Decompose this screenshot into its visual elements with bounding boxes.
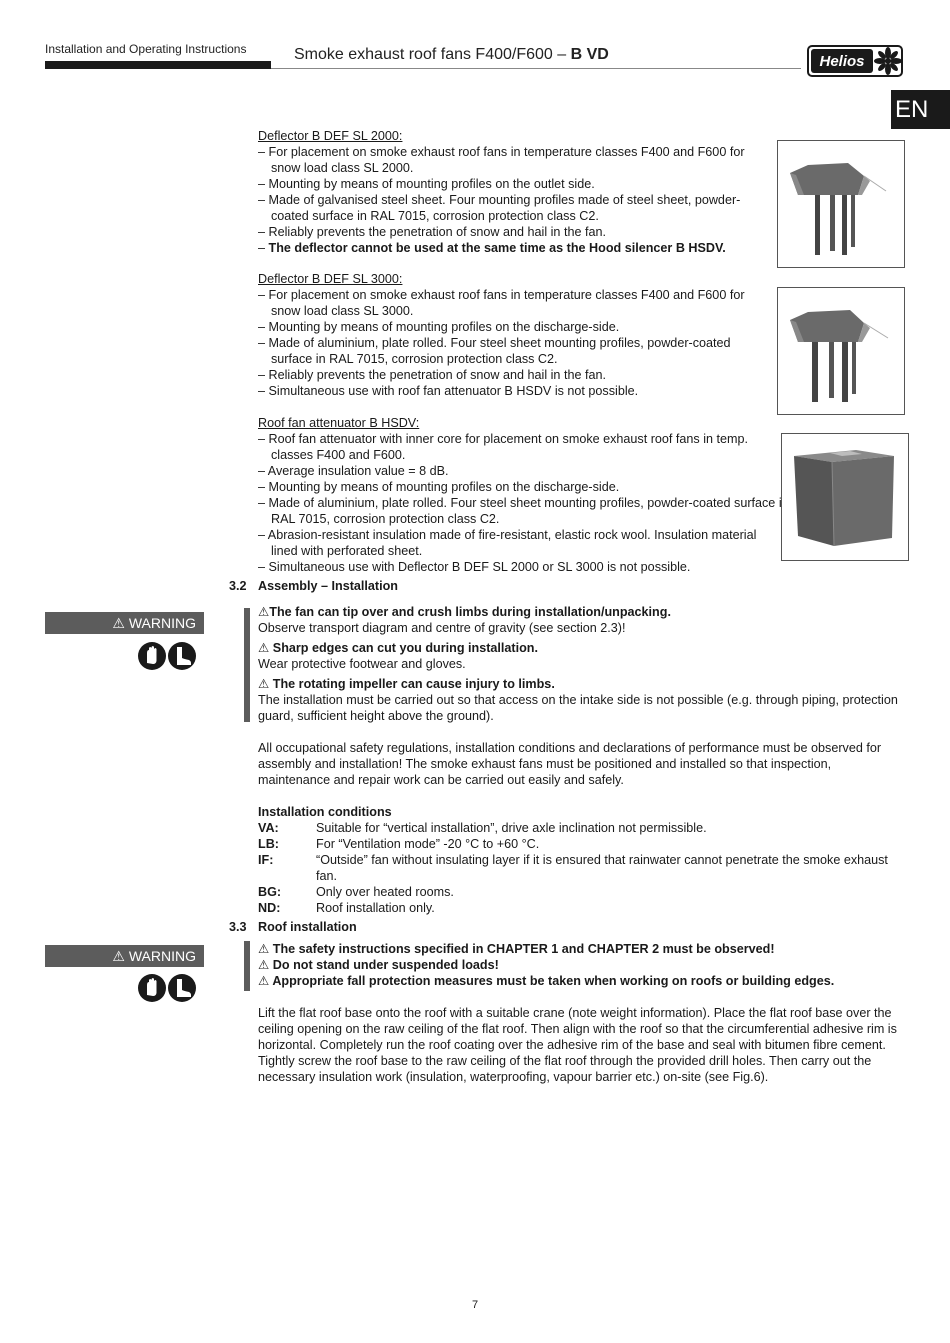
list-item: – Abrasion-resistant insulation made of fire-resistant, elastic rock wool. Insulation material lined with perforated sheet. (258, 528, 757, 558)
condition-row (258, 900, 905, 916)
deflector-3000-block (258, 271, 771, 399)
ppe-icons-3-3 (138, 973, 198, 1003)
condition-key: IF: (258, 853, 274, 867)
list-dash: – (258, 241, 266, 255)
condition-value: For “Ventilation mode” -20 °C to +60 °C. (316, 837, 540, 851)
logo-text: Helios (819, 53, 865, 70)
deflector-warning-text: The deflector cannot be used at the same time as the Hood silencer B HSDV. (268, 241, 726, 255)
condition-row (258, 852, 905, 884)
list-item: – Made of aluminium, plate rolled. Four steel sheet mounting profiles, powder-coated surface in RAL 7015, corrosion protection class C2. (258, 496, 789, 526)
warning-heading: ⚠ Sharp edges can cut you during installation. (258, 641, 538, 655)
page-title-model: B VD (570, 46, 609, 63)
conditions-title: Installation conditions (258, 805, 392, 819)
warning-line: ⚠ Appropriate fall protection measures must be taken when working on roofs or building edges. (258, 974, 835, 988)
condition-row (258, 820, 905, 836)
warning-bar-3-3 (244, 941, 250, 991)
deflector-2000-block (258, 128, 771, 256)
warnings-3-2 (258, 604, 905, 724)
attenuator-image (781, 433, 909, 561)
condition-row (258, 836, 905, 852)
header-bar (45, 61, 271, 69)
warning-triangle-icon: ⚠ (112, 948, 125, 964)
attenuator-title: Roof fan attenuator B HSDV: (258, 416, 420, 430)
gloves-icon (138, 974, 166, 1002)
helios-logo (807, 45, 903, 77)
condition-key: VA: (258, 821, 279, 835)
roof-installation-paragraph: Lift the flat roof base onto the roof with a suitable crane (note weight information). Place the flat roof base over the ceiling opening on the raw ceiling of the flat roof. Then align with the roof so that the circumferential adhesive rim is horizontal. Completely run the roof coating over the adhesive rim of the base and seal with bitumen fibre cement. Tightly screw the roof base to the raw ceiling of the flat roof through the provided drill holes. Then carry out the necessary insulation work (insulation, waterproofing, vapour barrier etc.) on-site (see Fig.6). (258, 1006, 897, 1084)
list-item: – Simultaneous use with Deflector B DEF SL 2000 or SL 3000 is not possible. (258, 560, 691, 574)
warning-triangle-icon: ⚠ (112, 615, 125, 631)
warning-banner-3-3 (45, 945, 204, 967)
section-3-3-title: Roof installation (258, 920, 357, 934)
doc-type-label: Installation and Operating Instructions (45, 42, 247, 56)
warning-heading: ⚠The fan can tip over and crush limbs during installation/unpacking. (258, 605, 671, 619)
warning-line: ⚠ The safety instructions specified in CHAPTER 1 and CHAPTER 2 must be observed! (258, 942, 775, 956)
condition-key: LB: (258, 837, 279, 851)
warnings-3-3 (258, 941, 905, 989)
condition-key: BG: (258, 885, 282, 899)
safety-boot-icon (168, 642, 196, 670)
list-item: – Mounting by means of mounting profiles on the discharge-side. (258, 480, 620, 494)
warning-text: Observe transport diagram and centre of gravity (see section 2.3)! (258, 621, 626, 635)
deflector-sl3000-image (777, 287, 905, 415)
list-item: – Average insulation value = 8 dB. (258, 464, 449, 478)
section-3-2-title: Assembly – Installation (258, 579, 398, 593)
list-item: – Reliably prevents the penetration of snow and hail in the fan. (258, 225, 606, 239)
page-title (294, 46, 609, 64)
warning-text: The installation must be carried out so that access on the intake side is not possible (e.g. through piping, protection guard, sufficient height above the ground). (258, 693, 898, 723)
header-rule (271, 68, 801, 69)
deflector-2000-title: Deflector B DEF SL 2000: (258, 129, 403, 143)
language-tab: EN (891, 90, 950, 129)
list-item: – Mounting by means of mounting profiles on the discharge-side. (258, 320, 620, 334)
section-3-2-number: 3.2 (229, 579, 247, 593)
warning-label: WARNING (128, 615, 196, 631)
warning-line: ⚠ Do not stand under suspended loads! (258, 958, 499, 972)
page-number: 7 (471, 1299, 479, 1311)
warning-text: Wear protective footwear and gloves. (258, 657, 466, 671)
warning-label: WARNING (128, 948, 196, 964)
list-item: – Mounting by means of mounting profiles on the outlet side. (258, 177, 595, 191)
warning-bar-3-2 (244, 608, 250, 722)
safety-paragraph: All occupational safety regulations, installation conditions and declarations of performance must be observed for assembly and installation! The smoke exhaust fans must be positioned and installed so that inspection, maintenance and repair work can be carried out easily and safely. (258, 741, 882, 787)
list-item: – Made of galvanised steel sheet. Four mounting profiles made of steel sheet, powder-coated surface in RAL 7015, corrosion protection class C2. (258, 193, 741, 223)
attenuator-block (258, 415, 791, 575)
section-3-3-number: 3.3 (229, 920, 247, 934)
safety-boot-icon (168, 974, 196, 1002)
gloves-icon (138, 642, 166, 670)
warning-banner-3-2 (45, 612, 204, 634)
condition-value: Suitable for “vertical installation”, drive axle inclination not permissible. (316, 821, 707, 835)
list-item: – Simultaneous use with roof fan attenuator B HSDV is not possible. (258, 384, 639, 398)
list-item: – Roof fan attenuator with inner core for placement on smoke exhaust roof fans in temp. classes F400 and F600. (258, 432, 749, 462)
list-item: – Reliably prevents the penetration of snow and hail in the fan. (258, 368, 606, 382)
list-item-bold (258, 240, 771, 256)
condition-value: “Outside” fan without insulating layer if it is ensured that rainwater cannot penetrate the smoke exhaust fan. (316, 853, 888, 883)
condition-key: ND: (258, 901, 281, 915)
condition-value: Only over heated rooms. (316, 885, 454, 899)
list-item: – For placement on smoke exhaust roof fans in temperature classes F400 and F600 for snow load class SL 2000. (258, 145, 745, 175)
deflector-sl2000-image (777, 140, 905, 268)
page-title-main: Smoke exhaust roof fans F400/F600 – (294, 46, 567, 63)
list-item: – For placement on smoke exhaust roof fans in temperature classes F400 and F600 for snow load class SL 3000. (258, 288, 745, 318)
installation-conditions (258, 804, 905, 916)
condition-row (258, 884, 905, 900)
condition-value: Roof installation only. (316, 901, 435, 915)
deflector-3000-title: Deflector B DEF SL 3000: (258, 272, 403, 286)
list-item: – Made of aluminium, plate rolled. Four steel sheet mounting profiles, powder-coated surface in RAL 7015, corrosion protection class C2. (258, 336, 731, 366)
warning-heading: ⚠ The rotating impeller can cause injury to limbs. (258, 677, 555, 691)
ppe-icons-3-2 (138, 641, 198, 671)
